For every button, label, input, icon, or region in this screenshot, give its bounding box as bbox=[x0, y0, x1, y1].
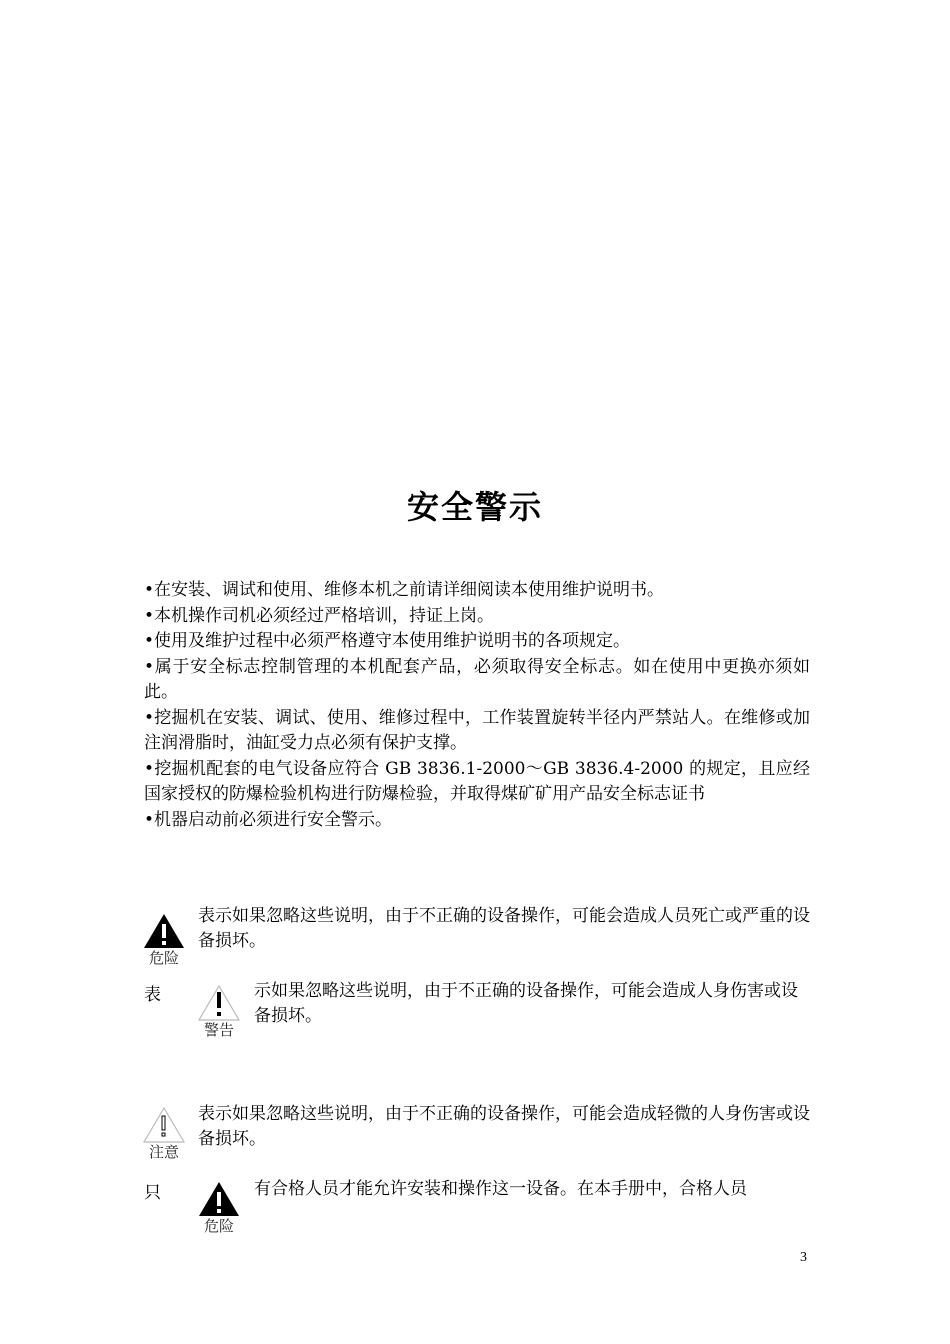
danger-description: 表示如果忽略这些说明，由于不正确的设备操作，可能会造成人员死亡或严重的设备损坏。 bbox=[198, 906, 810, 951]
warning-notice-icon bbox=[196, 984, 242, 1039]
warning-lead-char: 表 bbox=[144, 985, 161, 1005]
list-item: •在安装、调试和使用、维修本机之前请详细阅读本使用维护说明书。 bbox=[144, 580, 665, 600]
danger-triangle-icon bbox=[197, 1180, 241, 1218]
warning-label: 警告 bbox=[203, 1021, 234, 1039]
list-item: •属于安全标志控制管理的本机配套产品，必须取得安全标志。如在使用中更换亦须如此。 bbox=[144, 656, 810, 702]
list-item: •本机操作司机必须经过严格培训，持证上岗。 bbox=[144, 605, 495, 626]
caution-label: 注意 bbox=[148, 1143, 179, 1161]
list-item: •机器启动前必须进行安全警示。 bbox=[144, 809, 393, 830]
danger-label: 危险 bbox=[148, 949, 179, 967]
warning-description: 示如果忽略这些说明，由于不正确的设备操作，可能会造成人身伤害或设备损坏。 bbox=[254, 981, 798, 1026]
qualified-notice-icon bbox=[196, 1180, 242, 1235]
list-item: •挖掘机在安装、调试、使用、维修过程中，工作装置旋转半径内严禁站人。在维修或加注润滑脂时，油缸受力点必须有保护支撑。 bbox=[144, 707, 810, 753]
page-title: 安全警示 bbox=[406, 488, 543, 526]
caution-triangle-icon bbox=[142, 1106, 186, 1144]
danger-triangle-icon bbox=[142, 912, 186, 950]
caution-description: 表示如果忽略这些说明，由于不正确的设备操作，可能会造成轻微的人身伤害或设备损坏。 bbox=[198, 1104, 810, 1149]
list-item: •使用及维护过程中必须严格遵守本使用维护说明书的各项规定。 bbox=[144, 631, 631, 651]
safety-bullet-list bbox=[144, 578, 810, 833]
caution-notice-icon bbox=[141, 1106, 187, 1161]
qualified-label: 危险 bbox=[203, 1217, 234, 1235]
warning-triangle-icon bbox=[197, 984, 241, 1022]
qualified-lead-char: 只 bbox=[144, 1183, 161, 1203]
qualified-description: 有合格人员才能允许安装和操作这一设备。在本手册中，合格人员 bbox=[254, 1179, 747, 1199]
danger-notice-icon bbox=[141, 912, 187, 967]
page-number: 3 bbox=[800, 1250, 807, 1265]
list-item: •挖掘机配套的电气设备应符合 GB 3836.1-2000～GB 3836.4-2000 的规定，且应经国家授权的防爆检验机构进行防爆检验，并取得煤矿矿用产品安全标志证书 bbox=[144, 758, 810, 804]
